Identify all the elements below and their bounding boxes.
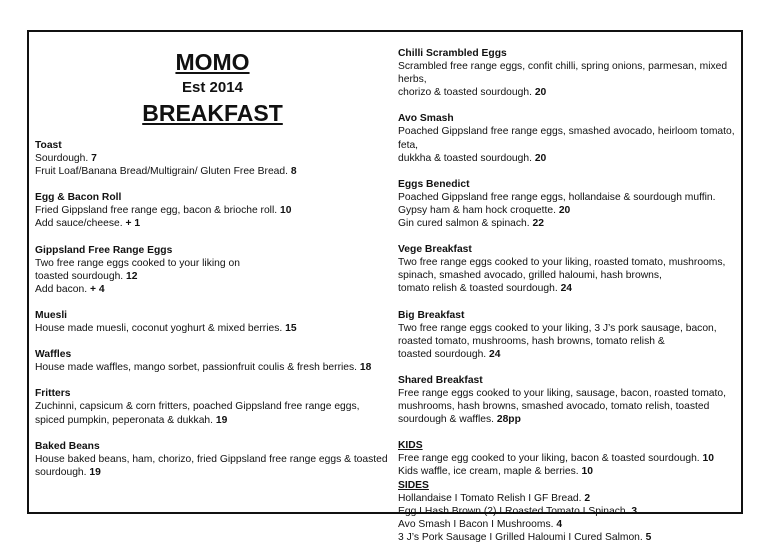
section-title: Toast — [35, 140, 62, 151]
item-price: 28pp — [496, 414, 521, 426]
item-price: 20 — [534, 87, 547, 99]
section-title: Waffles — [35, 349, 72, 361]
item-price: 12 — [126, 270, 138, 282]
menu-line — [35, 466, 390, 479]
menu-line — [398, 322, 738, 335]
item-description: toasted sourdough. — [398, 348, 490, 360]
menu-section-chilli-scrambled-eggs — [398, 47, 738, 99]
item-description: chorizo & toasted sourdough. — [398, 87, 535, 99]
menu-line — [398, 86, 738, 99]
section-title: Baked Beans — [35, 440, 100, 452]
item-price: 4 — [556, 518, 563, 530]
item-price: 24 — [560, 283, 573, 295]
menu-line — [398, 400, 738, 413]
item-description: Fried Gippsland free range egg, bacon & brioche roll. — [35, 205, 280, 217]
section-title: Shared Breakfast — [398, 374, 483, 386]
menu-line — [35, 217, 390, 230]
menu-line — [398, 204, 738, 217]
menu-line — [398, 60, 738, 86]
item-description: Gin cured salmon & spinach. — [398, 218, 533, 230]
kids-heading: KIDS — [398, 440, 423, 452]
item-price: 10 — [581, 466, 593, 478]
item-description: Sourdough. — [35, 153, 92, 165]
item-price: 10 — [279, 205, 292, 217]
menu-line — [35, 204, 390, 217]
item-description: House made waffles, mango sorbet, passionfruit coulis & fresh berries. — [35, 362, 360, 374]
menu-section-toast — [35, 139, 390, 178]
menu-line — [35, 322, 390, 335]
item-description: sourdough. — [35, 466, 90, 478]
left-menu-sections — [35, 139, 390, 479]
item-description: Gypsy ham & ham hock croquette. — [398, 204, 559, 216]
menu-line — [398, 518, 738, 531]
item-description: House made muesli, coconut yoghurt & mixed berries. — [35, 323, 286, 335]
sides-lines — [398, 492, 738, 544]
item-description: spiced pumpkin, peperonata & dukkah. — [35, 414, 216, 426]
item-description: tomato relish & toasted sourdough. — [398, 283, 561, 295]
menu-section-fritters — [35, 387, 390, 426]
menu-line — [35, 414, 390, 427]
item-description: Zuchinni, capsicum & corn fritters, poached Gippsland free range eggs, — [35, 401, 360, 413]
item-price: 5 — [645, 531, 652, 543]
item-price: 15 — [285, 323, 297, 335]
item-description: toasted sourdough. — [35, 270, 127, 282]
item-description: House baked beans, ham, chorizo, fried Gippsland free range eggs & toasted — [35, 453, 388, 465]
menu-line — [398, 413, 738, 426]
item-description: sourdough & waffles. — [398, 414, 497, 426]
item-price: 8 — [290, 166, 297, 178]
menu-line — [398, 505, 738, 518]
item-description: Free range eggs cooked to your liking, sausage, bacon, roasted tomato, — [398, 387, 726, 399]
menu-section-waffles — [35, 348, 390, 374]
item-description: Avo Smash I Bacon I Mushrooms. — [398, 518, 557, 530]
menu-line — [35, 400, 390, 413]
item-description: spinach, smashed avocado, grilled haloumi, hash browns, — [398, 270, 662, 282]
item-description: Poached Gippsland free range eggs, smashed avocado, heirloom tomato, feta, — [398, 126, 735, 151]
section-title: Chilli Scrambled Eggs — [398, 48, 507, 59]
item-price: 19 — [89, 466, 101, 478]
menu-line — [35, 453, 390, 466]
menu-line — [398, 387, 738, 400]
item-description: dukkha & toasted sourdough. — [398, 152, 535, 164]
right-column — [398, 32, 738, 544]
sides-heading: SIDES — [398, 479, 429, 491]
menu-title: BREAKFAST — [142, 100, 283, 126]
item-price: 18 — [359, 362, 372, 374]
menu-section-gippsland-free-range-eggs — [35, 244, 390, 296]
menu-section-egg-bacon-roll — [35, 191, 390, 230]
menu-header — [35, 49, 390, 127]
item-description: Scrambled free range eggs, confit chilli, spring onions, parmesan, mixed herbs, — [398, 61, 728, 86]
menu-line — [398, 125, 738, 151]
established-year: Est 2014 — [182, 79, 243, 96]
menu-section-big-breakfast — [398, 309, 738, 361]
menu-section-eggs-benedict — [398, 178, 738, 230]
item-price: 10 — [702, 453, 714, 465]
restaurant-name: MOMO — [175, 49, 250, 75]
item-description: mushrooms, hash browns, smashed avocado, tomato relish, toasted — [398, 401, 710, 413]
item-price: 22 — [532, 218, 544, 230]
item-description: Egg I Hash Brown (2) I Roasted Tomato I Spinach. — [398, 505, 632, 517]
left-column — [35, 32, 390, 479]
menu-line — [35, 257, 390, 270]
menu-line — [35, 361, 390, 374]
section-title: Vege Breakfast — [398, 244, 472, 256]
menu-line — [398, 492, 738, 505]
menu-line — [35, 165, 390, 178]
menu-line — [398, 256, 738, 269]
menu-line — [398, 335, 738, 348]
menu-line — [398, 452, 738, 465]
menu-frame — [27, 30, 743, 543]
item-price: + 1 — [125, 218, 141, 230]
item-description: Hollandaise I Tomato Relish I GF Bread. — [398, 492, 585, 504]
item-description: Free range egg cooked to your liking, bacon & toasted sourdough. — [398, 453, 703, 465]
item-description: Fruit Loaf/Banana Bread/Multigrain/ Gluten Free Bread. — [35, 166, 291, 178]
section-title: Egg & Bacon Roll — [35, 192, 122, 204]
menu-line — [398, 531, 738, 544]
menu-line — [398, 191, 738, 204]
item-price: 2 — [584, 492, 591, 504]
section-title: Big Breakfast — [398, 309, 465, 321]
kids-lines — [398, 452, 738, 478]
menu-section-muesli — [35, 309, 390, 335]
menu-line — [398, 282, 738, 295]
section-title: Fritters — [35, 388, 71, 400]
item-price: 7 — [91, 153, 97, 165]
item-description: roasted tomato, mushrooms, hash browns, tomato relish & — [398, 335, 665, 347]
menu-line — [398, 348, 738, 361]
menu-line — [35, 283, 390, 296]
menu-line — [35, 152, 390, 165]
menu-section-avo-smash — [398, 112, 738, 164]
item-description: Two free range eggs cooked to your liking, roasted tomato, mushrooms, — [398, 257, 726, 269]
item-description: Add bacon. — [35, 283, 90, 295]
item-description: Poached Gippsland free range eggs, hollandaise & sourdough muffin. — [398, 191, 716, 203]
item-description: Two free range eggs cooked to your liking, 3 J’s pork sausage, bacon, — [398, 322, 717, 334]
menu-line — [398, 465, 738, 478]
kids-section — [398, 439, 738, 544]
item-price: 3 — [631, 505, 638, 517]
menu-line — [398, 269, 738, 282]
section-title: Muesli — [35, 309, 68, 321]
menu-section-baked-beans — [35, 440, 390, 479]
item-price: + 4 — [89, 283, 105, 295]
item-price: 20 — [534, 152, 547, 164]
item-description: Two free range eggs cooked to your liking on — [35, 257, 240, 269]
menu-section-shared-breakfast — [398, 374, 738, 426]
menu-section-vege-breakfast — [398, 243, 738, 295]
item-description: 3 J’s Pork Sausage I Grilled Haloumi I Cured Salmon. — [398, 531, 646, 543]
menu-line — [35, 270, 390, 283]
right-menu-sections — [398, 47, 738, 426]
item-price: 20 — [558, 204, 571, 216]
section-title: Gippsland Free Range Eggs — [35, 244, 173, 256]
section-title: Eggs Benedict — [398, 178, 470, 190]
menu-line — [398, 152, 738, 165]
item-price: 24 — [489, 348, 501, 360]
item-description: Add sauce/cheese. — [35, 218, 126, 230]
menu-line — [398, 217, 738, 230]
item-description: Kids waffle, ice cream, maple & berries. — [398, 466, 582, 478]
item-price: 19 — [215, 414, 228, 426]
section-title: Avo Smash — [398, 113, 454, 125]
